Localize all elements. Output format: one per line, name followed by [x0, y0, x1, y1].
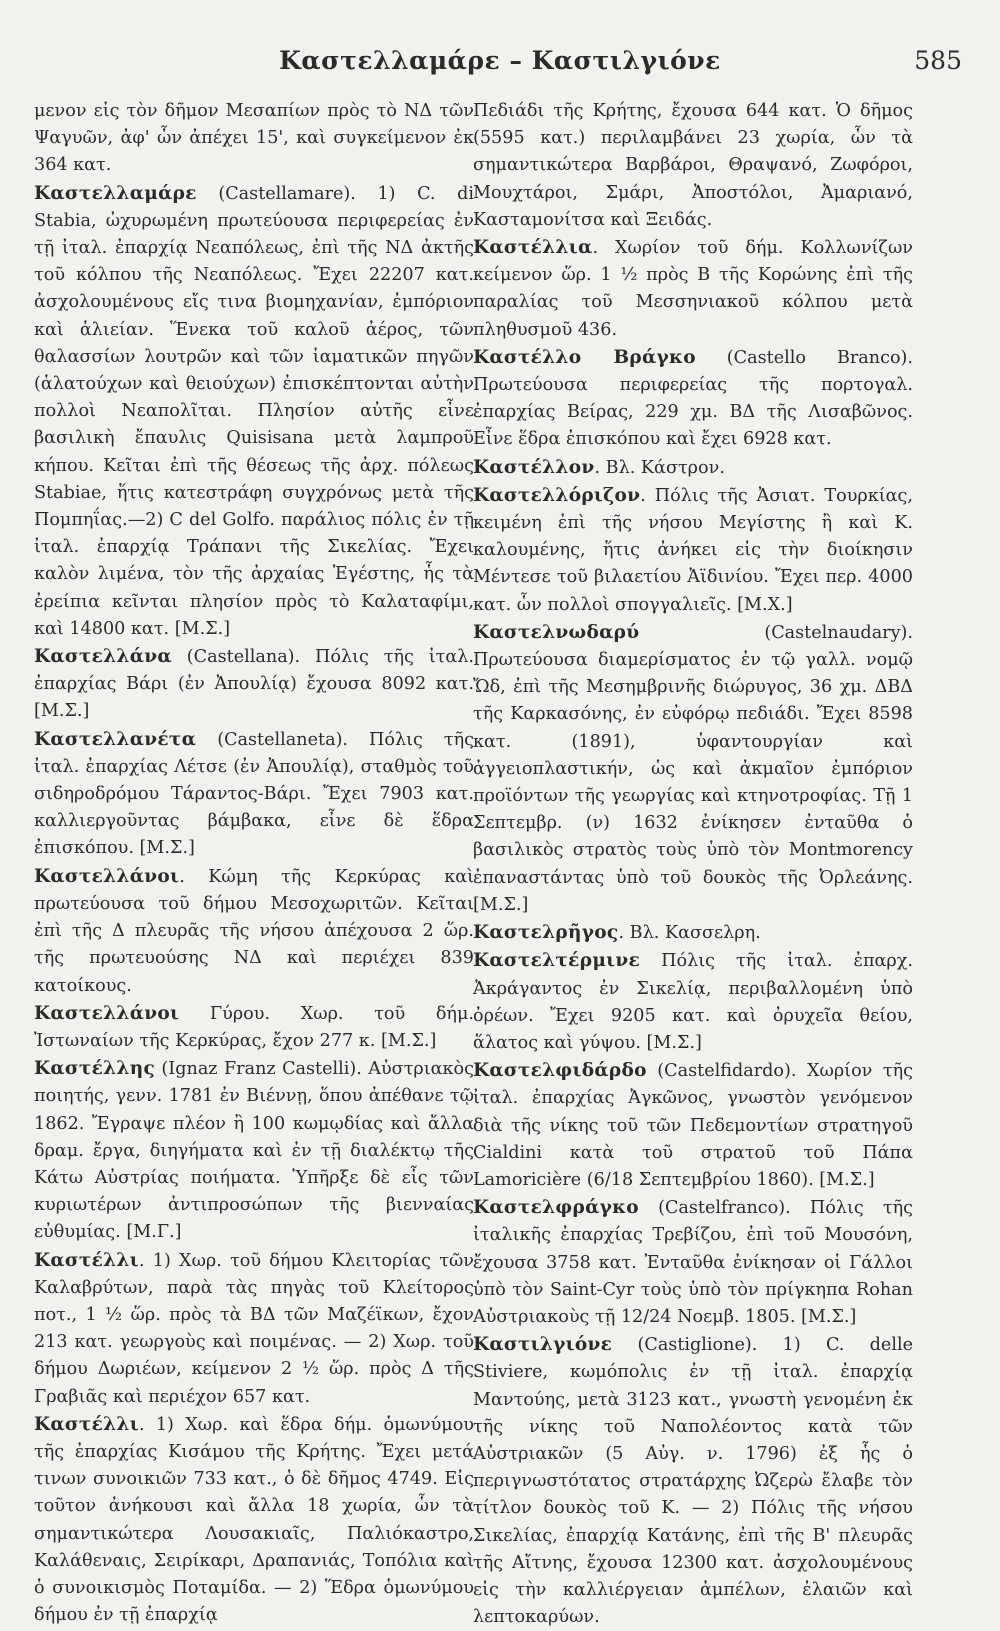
- entry-headword: Καστέλλον: [473, 456, 595, 478]
- entry-headword: Καστελλάνα: [34, 646, 172, 668]
- entry-headword: Καστελτέρμινε: [473, 950, 641, 972]
- entry-headword: Καστέλλης: [34, 1058, 156, 1080]
- dictionary-entry: [473, 1331, 913, 1631]
- dictionary-entry: [34, 180, 474, 643]
- entry-text: . Πόλις τῆς Ἀσιατ. Τουρκίας, κειμένη ἐπὶ τῆς νήσου Μεγίστης ἢ καὶ Κ. καλουμένης, ἥτις ἀνήκει εἰς τὴν διοίκησιν Μέντεσε τοῦ βιλαετίου Ἀϊδινίου. Ἔχει περ. 4000 κατ. ὧν πολλοὶ σπογγαλιεῖς. [Μ.Χ.]: [473, 485, 913, 615]
- dictionary-entry: [34, 726, 474, 863]
- dictionary-entry: [34, 1411, 474, 1630]
- entry-headword: Καστελλάνοι: [34, 865, 180, 887]
- entry-text: . Βλ. Κασσελρη.: [618, 923, 761, 944]
- dictionary-entry: [34, 1247, 474, 1411]
- entry-text: (Castelnaudary). Πρωτεύουσα διαμερίσματος ἐν τῷ γαλλ. νομῷ Ὤδ, ἐπὶ τῆς Μεσημβρινῆς διώρυγος, 36 χμ. ΔΒΔ τῆς Καρκασόνης, ἐν εὐφόρῳ πεδιάδι. Ἔχει 8598 κατ. (1891), ὑφαντουργίαν καὶ ἀγγειοπλαστικήν, ὡς καὶ ἀκμαῖον ἐμπόριον προϊόντων τῆς γεωργίας καὶ κτηνοτροφίας. Τῇ 1 Σεπτεμβρ. (ν) 1632 ἐνίκησεν ἐνταῦθα ὁ βασιλικὸς στρατὸς τοὺς ὑπὸ τὸν Montmorency ἐπαναστάντας ὑπὸ τοῦ δουκὸς τῆς Ὀρλεάνης. [Μ.Σ.]: [473, 622, 913, 915]
- entry-text: Γύρου. Χωρ. τοῦ δήμ. Ἰστωναίων τῆς Κερκύρας, ἔχον 277 κ. [Μ.Σ.]: [34, 1003, 474, 1051]
- entry-headword: Καστέλλο Βράγκο: [473, 346, 696, 368]
- entry-text: . Χωρίον τοῦ δήμ. Κολλωνίζων κείμενον ὥρ. 1 ½ πρὸς Β τῆς Κορώνης ἐπὶ τῆς παραλίας τοῦ Μεσσηνιακοῦ κόλπου μετὰ πληθυσμοῦ 436.: [473, 238, 913, 340]
- dictionary-entry: [34, 98, 474, 180]
- entry-text: . Κώμη τῆς Κερκύρας καὶ πρωτεύουσα τοῦ δήμου Μεσοχωριτῶν. Κεῖται ἐπὶ τῆς Δ πλευρᾶς τῆς νήσου ἀπέχουσα 2 ὥρ. τῆς πρωτευούσης ΝΔ καὶ περιέχει 839 κατοίκους.: [34, 866, 474, 996]
- dictionary-entry: [473, 1057, 913, 1194]
- entry-text: (Castellaneta). Πόλις τῆς ἰταλ. ἐπαρχίας Λέτσε (ἐν Ἀπουλίᾳ), σταθμὸς τοῦ σιδηροδρόμου Τάραντος-Βάρι. Ἔχει 7903 κατ. καλλιεργοῦντας βάμβακα, εἶνε δὲ ἕδρα ἐπισκόπου. [Μ.Σ.]: [34, 729, 474, 859]
- dictionary-entry: [34, 1000, 474, 1055]
- entry-headword: Καστελφιδάρδο: [473, 1060, 647, 1082]
- entry-headword: Καστελλάνοι: [34, 1002, 180, 1024]
- entry-headword: Καστελλανέτα: [34, 728, 197, 750]
- dictionary-entry: [473, 454, 913, 482]
- entry-text: . Βλ. Κάστρον.: [594, 457, 725, 478]
- entry-headword: Καστελνωδαρύ: [473, 621, 640, 643]
- entry-headword: Καστέλλια: [473, 237, 593, 259]
- entry-text: . 1) Χωρ. τοῦ δήμου Κλειτορίας τῶν Καλαβρύτων, παρὰ τὰς πηγὰς τοῦ Κλείτορος ποτ., 1 ½ ὥρ. πρὸς τὰ ΒΔ τῶν Μαζέϊκων, ἔχον 213 κατ. γεωργοὺς καὶ ποιμένας. — 2) Χωρ. τοῦ δήμου Δωριέων, κείμενον 2 ½ ὥρ. πρὸς Δ τῆς Γραβιᾶς καὶ περιέχον 657 κατ.: [34, 1250, 474, 1407]
- entry-headword: Καστέλλι: [34, 1249, 139, 1271]
- entry-headword: Καστελφράγκο: [473, 1197, 639, 1219]
- entry-text: Πεδιάδι τῆς Κρήτης, ἔχουσα 644 κατ. Ὁ δῆμος (5595 κατ.) περιλαμβάνει 23 χωρία, ὧν τὰ σημαντικώτερα Βαρβάροι, Θραψανό, Ζωφόροι, Μουχτάροι, Σμάρι, Ἀποστόλοι, Ἀμαριανό, Κασταμονίτσα καὶ Ξειδάς.: [473, 101, 913, 230]
- dictionary-entry: [34, 643, 474, 726]
- entry-text: (Castelfidardo). Χωρίον τῆς ἰταλ. ἐπαρχίας Ἀγκῶνος, γνωστὸν γενόμενον διὰ τῆς νίκης τοῦ τῶν Πεδεμοντίων στρατηγοῦ Cialdini κατὰ τοῦ στρατοῦ τοῦ Πάπα Lamoricière (6/18 Σεπτεμβρίου 1860). [Μ.Σ.]: [473, 1061, 913, 1190]
- entry-text: (Castellana). Πόλις τῆς ἰταλ. ἐπαρχίας Βάρι (ἐν Ἀπουλίᾳ) ἔχουσα 8092 κατ. [Μ.Σ.]: [34, 647, 474, 722]
- entry-text: Πόλις τῆς ἰταλ. ἐπαρχ. Ἀκράγαντος ἐν Σικελίᾳ, περιβαλλομένη ὑπὸ ὀρέων. Ἔχει 9205 κατ. καὶ ὀρυχεῖα θείου, ἅλατος καὶ γύψου. [Μ.Σ.]: [473, 951, 913, 1053]
- dictionary-entry: [473, 98, 913, 234]
- right-column: [473, 98, 913, 1631]
- dictionary-entry: [473, 919, 913, 947]
- dictionary-entry: [473, 234, 913, 344]
- entry-headword: Καστελρῆγος: [473, 922, 619, 944]
- dictionary-entry: [473, 619, 913, 919]
- entry-headword: Καστελλόριζον: [473, 484, 641, 506]
- dictionary-entry: [34, 1055, 474, 1246]
- dictionary-entry: [473, 482, 913, 619]
- running-title: Καστελλαμάρε – Καστιλγιόνε: [279, 46, 721, 75]
- dictionary-entry: [473, 1194, 913, 1331]
- entry-headword: Καστελλαμάρε: [34, 182, 197, 204]
- entry-text: μενον εἰς τὸν δῆμον Μεσαπίων πρὸς τὸ ΝΔ τῶν Ψαγυῶν, ἀφ' ὧν ἀπέχει 15', καὶ συγκείμενον ἐκ 364 κατ.: [34, 101, 474, 176]
- entry-text: (Ignaz Franz Castelli). Αὐστριακὸς ποιητής, γενν. 1781 ἐν Βιέννῃ, ὅπου ἀπέθανε τῷ 1862. Ἔγραψε πλέον ἢ 100 κωμῳδίας καὶ ἄλλα δραμ. ἔργα, διηγήματα καὶ ἐν τῇ διαλέκτῳ τῆς Κάτω Αὐστρίας ποιήματα. Ὑπῆρξε δὲ εἷς τῶν κυριωτέρων ἀντιπροσώπων τῆς βιενναίας εὐθυμίας. [Μ.Γ.]: [34, 1059, 474, 1243]
- entry-text: . 1) Χωρ. καὶ ἕδρα δήμ. ὁμωνύμου τῆς ἐπαρχίας Κισάμου τῆς Κρήτης. Ἔχει μετά τινων συνοικιῶν 733 κατ., ὁ δὲ δῆμος 4749. Εἰς τοῦτον ἀνήκουσι καὶ ἄλλα 18 χωρία, ὧν τὰ σημαντικώτερα Λουσακιαῖς, Παλιόκαστρο, Καλάθεναις, Σειρίκαρι, Δραπανιάς, Τοπόλια καὶ ὁ συνοικισμὸς Ποταμίδα. — 2) Ἕδρα ὁμωνύμου δήμου ἐν τῇ ἐπαρχίᾳ: [34, 1414, 474, 1626]
- entry-headword: Καστέλλι: [34, 1413, 139, 1435]
- entry-text: (Castiglione). 1) C. delle Stiviere, κωμόπολις ἐν τῇ ἰταλ. ἐπαρχίᾳ Μαντούης, μετὰ 3123 κατ., γνωστὴ γενομένη ἐκ τῆς νίκης τοῦ Ναπολέοντος κατὰ τῶν Αὐστριακῶν (5 Αὐγ. ν. 1796) ἐξ ἧς ὁ περιγνωστότατος στρατάρχης Ὠζερὼ ἔλαβε τὸν τίτλον δουκὸς τοῦ Κ. — 2) Πόλις τῆς νήσου Σικελίας, ἐπαρχίᾳ Κατάνης, ἐπὶ τῆς Β' πλευρᾶς τῆς Αἴτνης, ἔχουσα 12300 κατ. ἀσχολουμένους εἰς τὴν καλλιέργειαν ἀμπέλων, ἐλαιῶν καὶ λεπτοκαρύων.: [473, 1335, 913, 1628]
- entry-text: (Castello Branco). Πρωτεύουσα περιφερείας τῆς πορτογαλ. ἐπαρχίας Βείρας, 229 χμ. ΒΔ τῆς Λισαβῶνος. Εἶνε ἕδρα ἐπισκόπου καὶ ἔχει 6928 κατ.: [473, 347, 914, 450]
- entry-text: (Castelfranco). Πόλις τῆς ἰταλικῆς ἐπαρχίας Τρεβίζου, ἐπὶ τοῦ Μουσόνη, ἔχουσα 3758 κατ. Ἐνταῦθα ἐνίκησαν οἱ Γάλλοι ὑπὸ τὸν Saint-Cyr τοὺς ὑπὸ τὸν πρίγκηπα Rohan Αὐστριακοὺς τῇ 12/24 Νοεμβ. 1805. [Μ.Σ.]: [473, 1198, 913, 1327]
- entry-text: (Castellamare). 1) C. di Stabia, ὠχυρωμένη πρωτεύουσα περιφερείας ἐν τῇ ἰταλ. ἐπαρχίᾳ Νεαπόλεως, ἐπὶ τῆς ΝΔ ἀκτῆς τοῦ κόλπου τῆς Νεαπόλεως. Ἔχει 22207 κατ. ἀσχολουμένους εἴς τινα βιομηχανίαν, ἐμπόριον καὶ ἁλιείαν. Ἕνεκα τοῦ καλοῦ ἀέρος, τῶν θαλασσίων λουτρῶν καὶ τῶν ἰαματικῶν πηγῶν (ἁλατούχων καὶ θειούχων) ἐπισκέπτονται αὐτὴν πολλοὶ Νεαπολῖται. Πλησίον αὐτῆς εἶνε βασιλικὴ ἔπαυλις Quisisana μετὰ λαμπροῦ κήπου. Κεῖται ἐπὶ τῆς θέσεως τῆς ἀρχ. πόλεως Stabiae, ἥτις κατεστράφη συγχρόνως μετὰ τῆς Πομπηΐας.—2) C del Golfo. παράλιος πόλις ἐν τῇ ἰταλ. ἐπαρχίᾳ Τράπανι τῆς Σικελίας. Ἔχει καλὸν λιμένα, τὸν τῆς ἀρχαίας Ἐγέστης, ἧς τὰ ἐρείπια κεῖνται πλησίον πρὸς τὸ Καλαταφίμι, καὶ 14800 κατ. [Μ.Σ.]: [34, 183, 474, 639]
- dictionary-entry: [473, 344, 913, 454]
- dictionary-entry: [34, 863, 474, 1000]
- entry-headword: Καστιλγιόνε: [473, 1334, 613, 1356]
- left-column: [34, 98, 474, 1629]
- dictionary-entry: [473, 947, 913, 1057]
- page-header: [34, 46, 966, 86]
- page-number: 585: [914, 46, 962, 75]
